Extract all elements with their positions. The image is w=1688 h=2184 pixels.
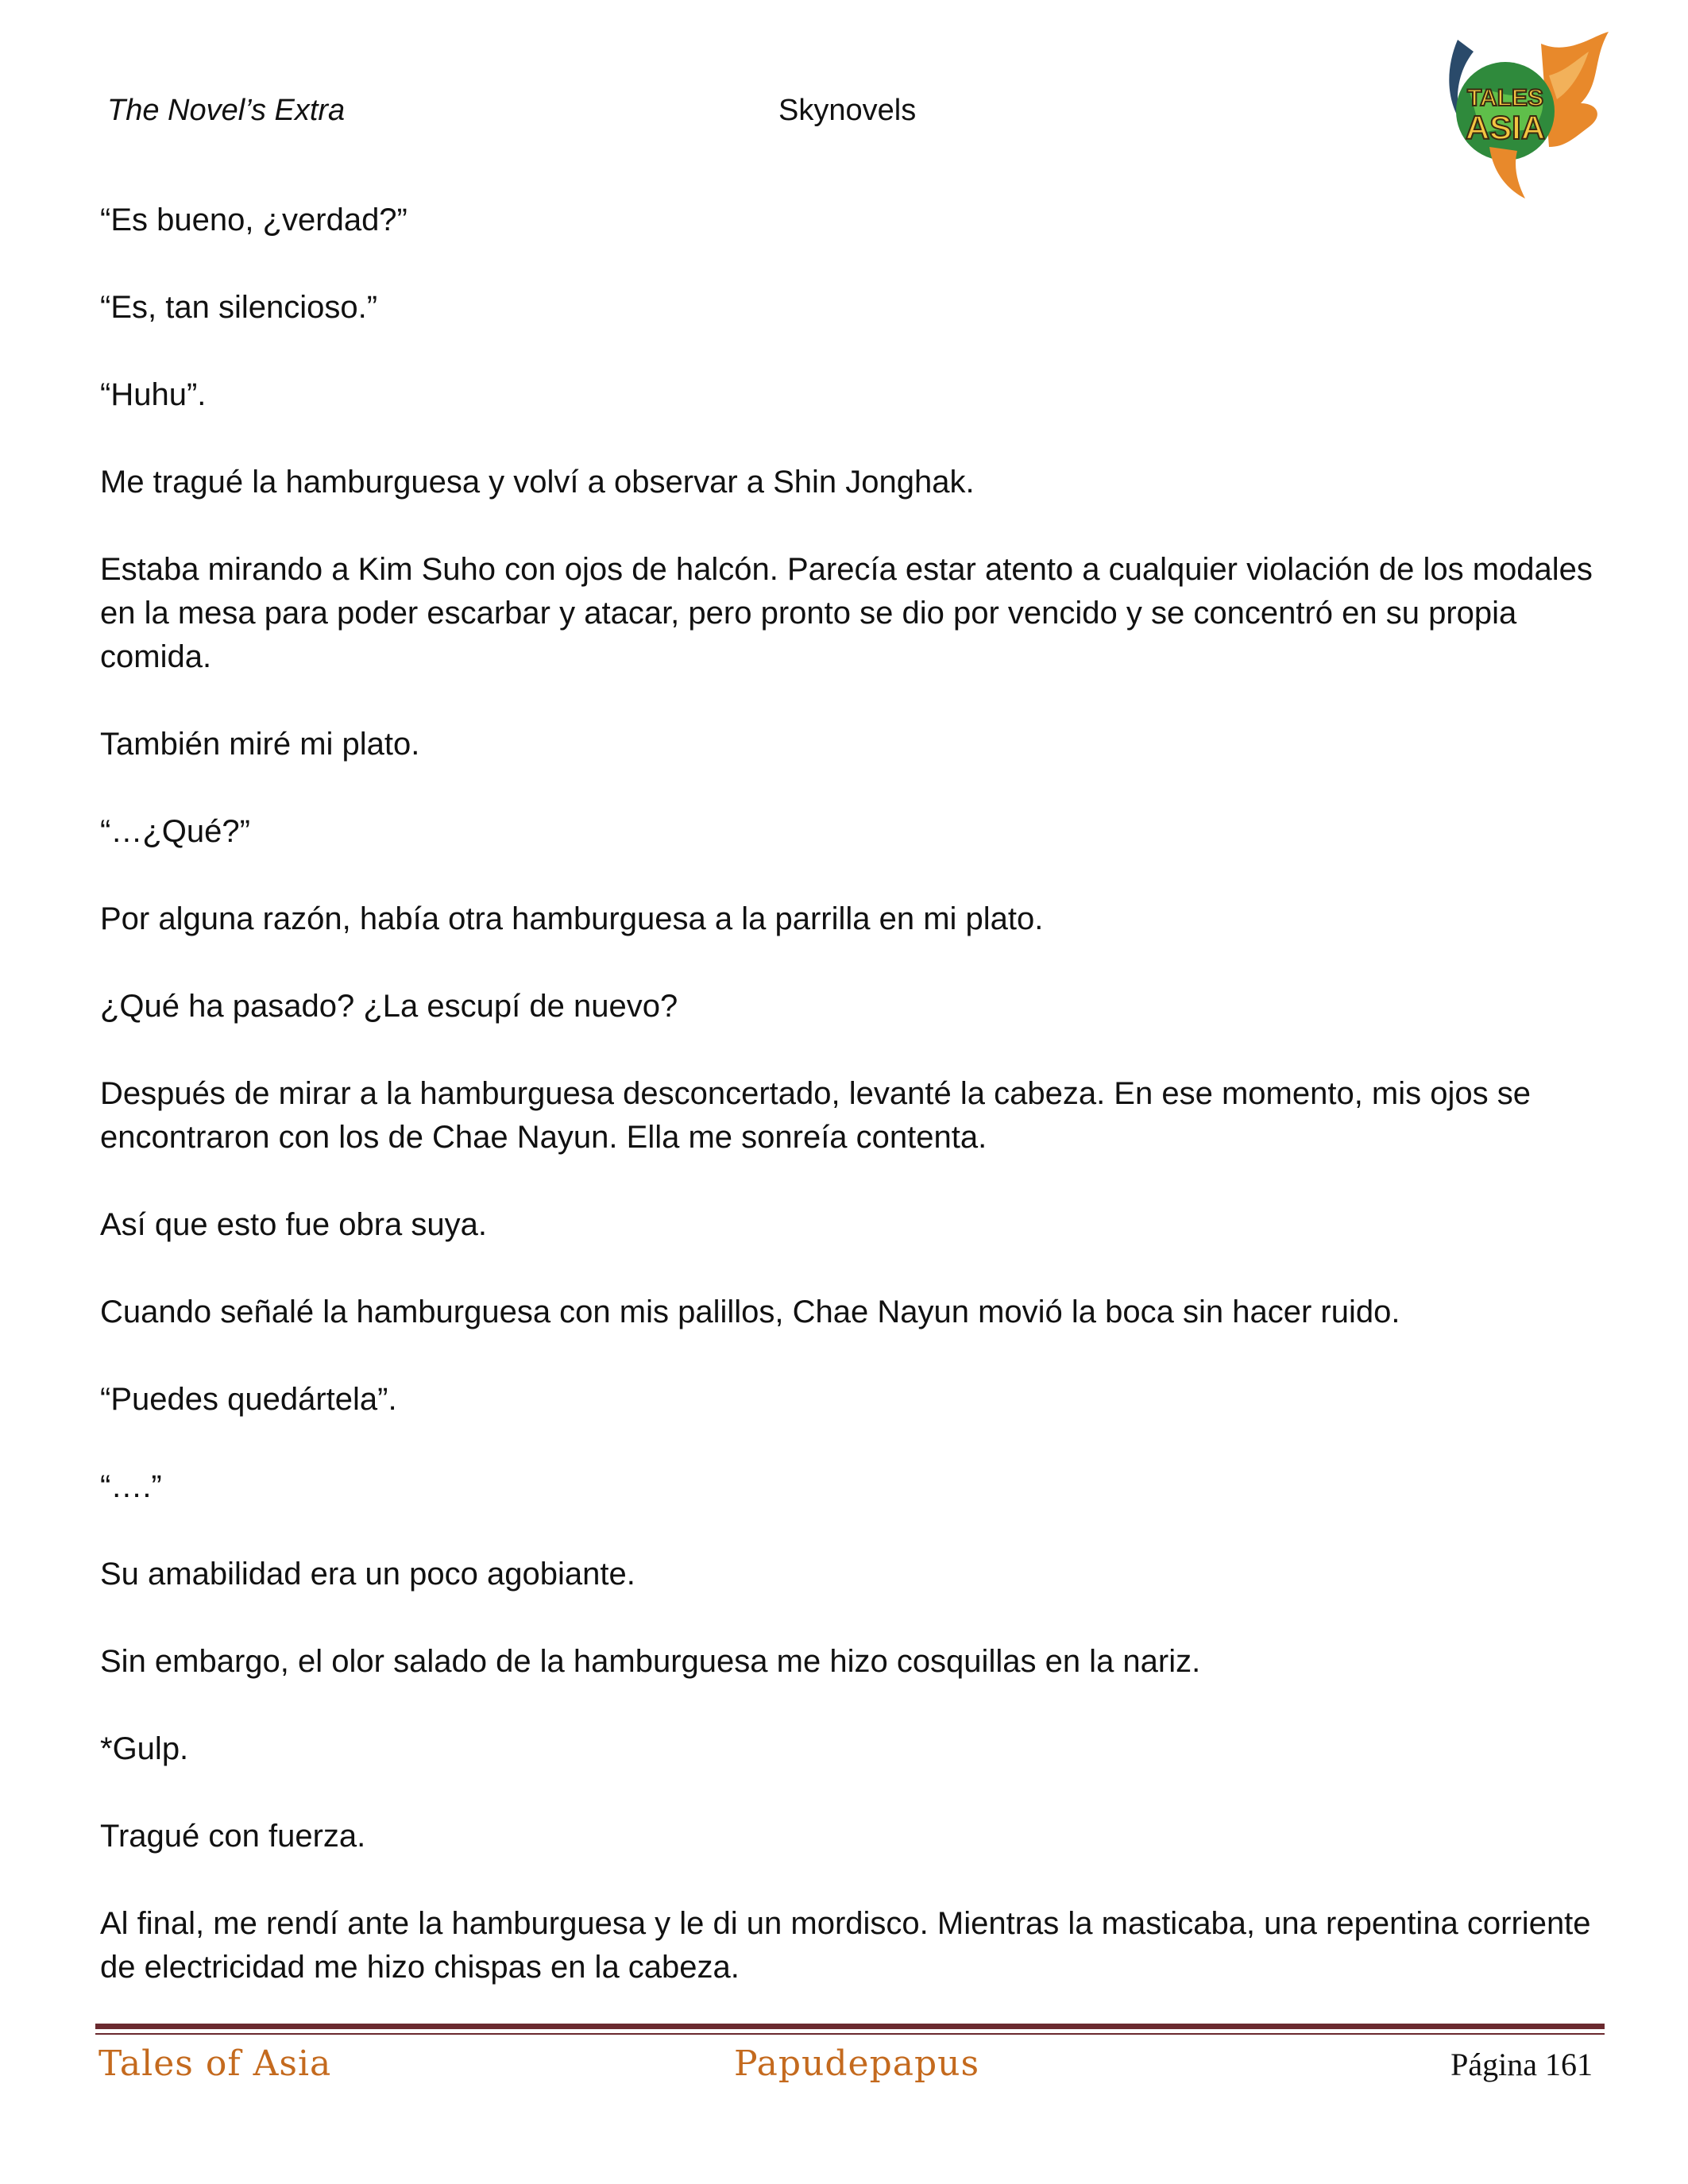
paragraph: ¿Qué ha pasado? ¿La escupí de nuevo?	[100, 989, 678, 1024]
paragraph: Su amabilidad era un poco agobiante.	[100, 1557, 635, 1592]
header-novel-title: The Novel’s Extra	[107, 94, 346, 127]
paragraph: *Gulp.	[100, 1731, 189, 1766]
paragraph: Así que esto fue obra suya.	[100, 1207, 487, 1242]
footer-publisher: Tales of Asia	[98, 2043, 332, 2084]
paragraph: “Es, tan silencioso.”	[100, 290, 378, 325]
paragraph: “…¿Qué?”	[100, 814, 250, 849]
footer-rule-thin	[95, 2033, 1605, 2035]
paragraph: Estaba mirando a Kim Suho con ojos de halcón. Parecía estar atento a cualquier violación de los modales en la mesa para poder escarbar y atacar, pero pronto se dio por vencido y se concentró en su propia comida.	[100, 552, 1593, 674]
paragraph: Por alguna razón, había otra hamburguesa a la parrilla en mi plato.	[100, 901, 1044, 936]
paragraph: Me tragué la hamburguesa y volví a observar a Shin Jonghak.	[100, 465, 975, 500]
logo-text-line1: TALES	[1466, 85, 1544, 111]
paragraph: Después de mirar a la hamburguesa desconcertado, levanté la cabeza. En ese momento, mis ojos se encontraron con los de Chae Nayun. Ella me sonreía contenta.	[100, 1076, 1531, 1155]
paragraph: “….”	[100, 1469, 162, 1504]
footer-translator: Papudepapus	[734, 2043, 980, 2084]
tales-of-asia-logo-icon	[1430, 28, 1613, 203]
paragraph: Tragué con fuerza.	[100, 1819, 366, 1854]
paragraph: “Es bueno, ¿verdad?”	[100, 203, 408, 237]
paragraph: Sin embargo, el olor salado de la hamburguesa me hizo cosquillas en la nariz.	[100, 1644, 1201, 1679]
footer-rule	[95, 2024, 1605, 2029]
body-text	[100, 199, 1593, 2033]
header-site-name: Skynovels	[778, 94, 917, 127]
paragraph: “Huhu”.	[100, 377, 207, 412]
paragraph: Cuando señalé la hamburguesa con mis palillos, Chae Nayun movió la boca sin hacer ruido.	[100, 1295, 1400, 1329]
paragraph: Al final, me rendí ante la hamburguesa y le di un mordisco. Mientras la masticaba, una repentina corriente de electricidad me hizo chispas en la cabeza.	[100, 1906, 1591, 1985]
paragraph: “Puedes quedártela”.	[100, 1382, 397, 1417]
paragraph: También miré mi plato.	[100, 727, 420, 762]
logo-text-line2: ASIA	[1465, 109, 1546, 146]
footer-page-number: Página 161	[1450, 2047, 1593, 2082]
